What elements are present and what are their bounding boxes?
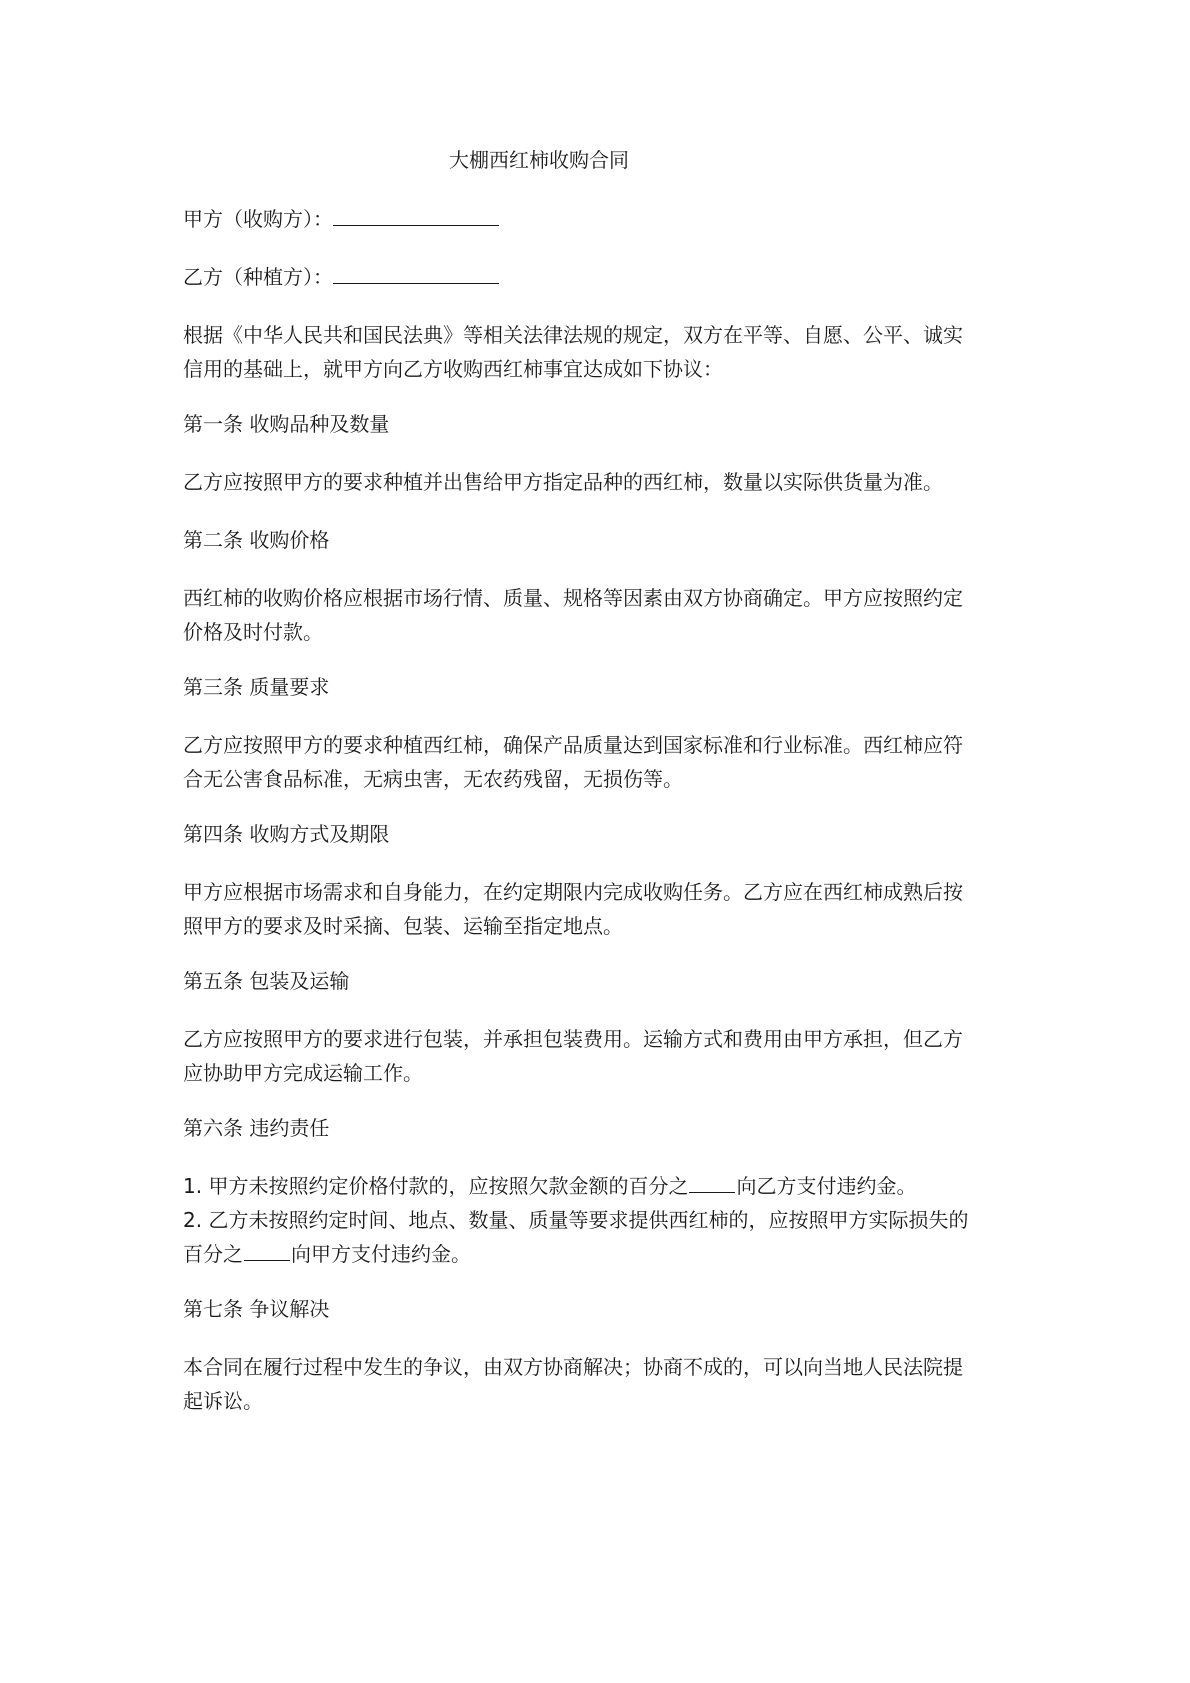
article-1-body: 乙方应按照甲方的要求种植并出售给甲方指定品种的西红柿，数量以实际供货量为准。 (183, 470, 943, 494)
party-a-line (183, 202, 1020, 236)
preamble-line-2: 信用的基础上，就甲方向乙方收购西红柿事宜达成如下协议： (183, 357, 723, 381)
party-a-label: 甲方（收购方）： (183, 207, 333, 231)
article-5-line-1: 乙方应按照甲方的要求进行包装，并承担包装费用。运输方式和费用由甲方承担，但乙方 (183, 1027, 963, 1051)
article-7-heading: 第七条 争议解决 (183, 1297, 330, 1321)
article-4-line-2: 照甲方的要求及时采摘、包装、运输至指定地点。 (183, 914, 623, 938)
article-6-item-2-line-1: 2. 乙方未按照约定时间、地点、数量、质量等要求提供西红柿的，应按照甲方实际损失的 (183, 1208, 969, 1232)
article-5-heading: 第五条 包装及运输 (183, 969, 350, 993)
party-a-blank (333, 205, 499, 226)
article-6-item-1-pre: 1. 甲方未按照约定价格付款的，应按照欠款金额的百分之 (183, 1174, 689, 1198)
party-b-label: 乙方（种植方）： (183, 265, 333, 289)
article-3-line-2: 合无公害食品标准，无病虫害，无农药残留，无损伤等。 (183, 767, 683, 791)
penalty-rate-blank-2 (244, 1240, 290, 1261)
article-7-line-2: 起诉讼。 (183, 1389, 263, 1413)
penalty-rate-blank-1 (689, 1172, 735, 1193)
article-4-line-1: 甲方应根据市场需求和自身能力，在约定期限内完成收购任务。乙方应在西红柿成熟后按 (183, 880, 963, 904)
article-6-item-1 (183, 1169, 1020, 1203)
article-2-heading: 第二条 收购价格 (183, 528, 330, 552)
party-b-line (183, 260, 1020, 294)
preamble-line-1: 根据《中华人民共和国民法典》等相关法律法规的规定，双方在平等、自愿、公平、诚实 (183, 323, 963, 347)
article-5-line-2: 应协助甲方完成运输工作。 (183, 1061, 423, 1085)
article-6-item-1-post: 向乙方支付违约金。 (736, 1174, 917, 1198)
article-1-heading: 第一条 收购品种及数量 (183, 412, 390, 436)
article-6-item-2-line-2 (183, 1237, 1020, 1271)
party-b-blank (333, 263, 499, 284)
article-2-line-1: 西红柿的收购价格应根据市场行情、质量、规格等因素由双方协商确定。甲方应按照约定 (183, 586, 963, 610)
article-6-item-2-pre: 百分之 (183, 1242, 243, 1266)
article-6-heading: 第六条 违约责任 (183, 1116, 330, 1140)
document-title: 大棚西红柿收购合同 (449, 148, 629, 172)
article-6-item-2-post: 向甲方支付违约金。 (291, 1242, 471, 1266)
article-7-line-1: 本合同在履行过程中发生的争议，由双方协商解决；协商不成的，可以向当地人民法院提 (183, 1355, 963, 1379)
article-3-heading: 第三条 质量要求 (183, 675, 330, 699)
article-3-line-1: 乙方应按照甲方的要求种植西红柿，确保产品质量达到国家标准和行业标准。西红柿应符 (183, 733, 963, 757)
article-2-line-2: 价格及时付款。 (183, 620, 323, 644)
article-4-heading: 第四条 收购方式及期限 (183, 822, 390, 846)
